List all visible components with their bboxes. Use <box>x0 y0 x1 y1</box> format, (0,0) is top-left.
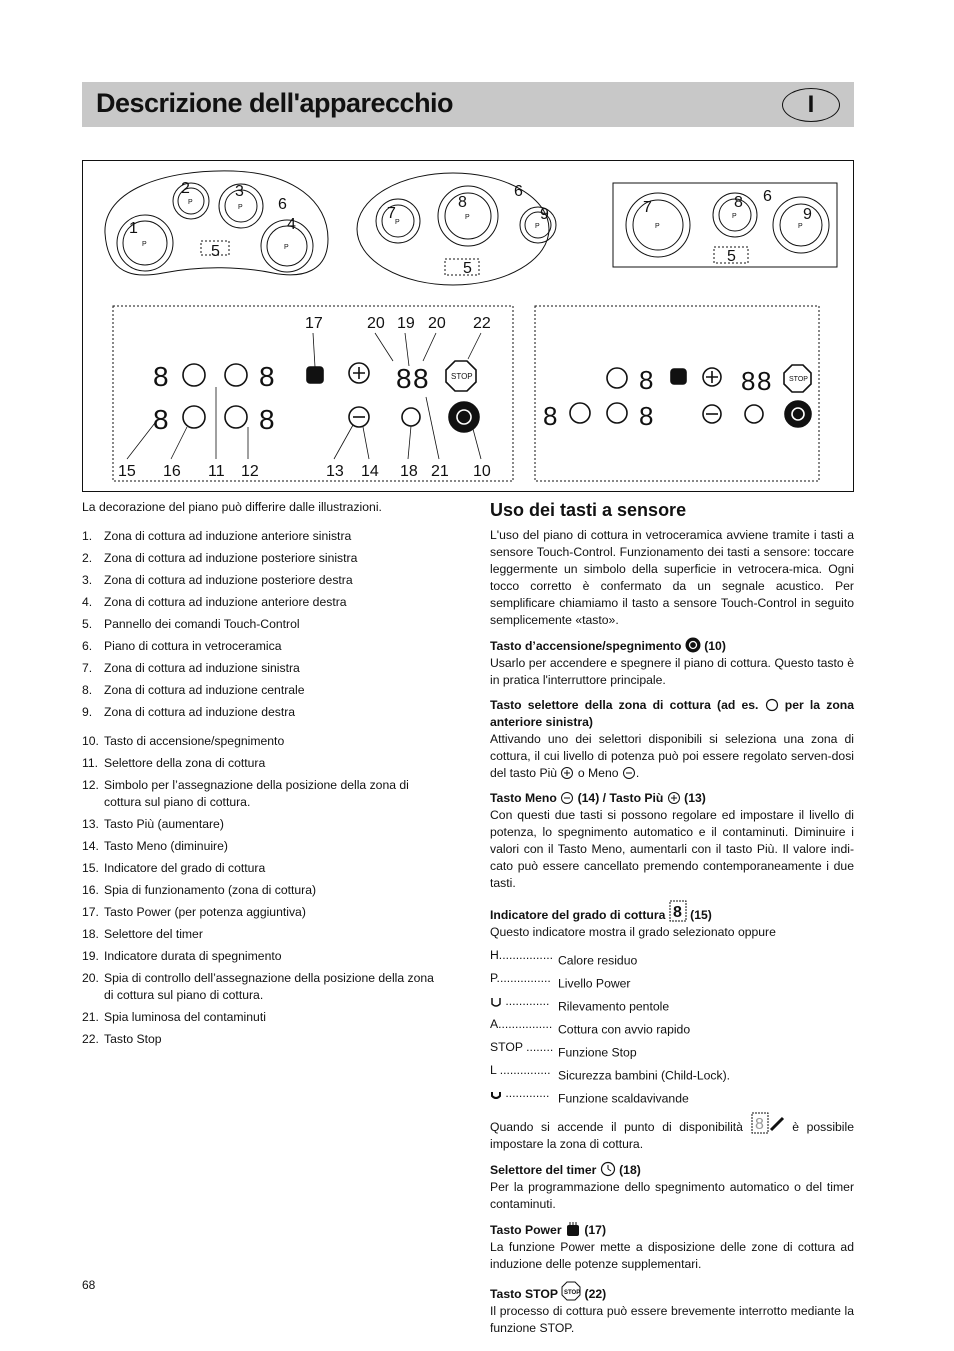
list-item: 3. Zona di cottura ad induzione posteriore destra <box>82 573 353 587</box>
label-9c: 9 <box>803 206 812 223</box>
svg-text:8: 8 <box>639 401 654 431</box>
label-6c: 6 <box>763 188 772 205</box>
power-boost-icon <box>565 1221 581 1237</box>
list-item: 15. Indicatore del grado di cottura <box>82 861 266 875</box>
page-number: 68 <box>82 1278 96 1292</box>
indicator-heading: Indicatore del grado di cottura 8 (15) <box>490 900 854 924</box>
hob-diagram-svg <box>83 161 855 493</box>
svg-text:8: 8 <box>396 363 412 394</box>
svg-text:8: 8 <box>754 1116 764 1133</box>
list-item: 19. Indicatore durata di spegnimento <box>82 949 282 963</box>
svg-text:8: 8 <box>672 904 682 921</box>
svg-text:8: 8 <box>757 366 772 396</box>
list-item: 12. Simbolo per l’assegnazione della posizione della zona di cottura sul piano di cottura. <box>82 778 409 809</box>
list-item: 5. Pannello dei comandi Touch-Control <box>82 617 300 631</box>
label-5c: 5 <box>727 248 736 265</box>
svg-text:8: 8 <box>741 366 756 396</box>
sensor-keys-column <box>490 500 854 1337</box>
list-item: 9. Zona di cottura ad induzione destra <box>82 705 296 719</box>
list-item: 7. Zona di cottura ad induzione sinistra <box>82 661 300 675</box>
list-item: 21. Spia luminosa del contaminuti <box>82 1010 266 1024</box>
power-icon <box>685 637 701 653</box>
list-item: ............. Rilevamento pentole <box>490 993 854 1016</box>
timer-heading: Selettore del timer (18) <box>490 1163 641 1177</box>
svg-text:16: 16 <box>163 463 181 480</box>
plus-minus-heading: Tasto Meno (14) / Tasto Più (13) <box>490 791 706 805</box>
timer-icon <box>600 1161 616 1177</box>
svg-text:17: 17 <box>305 315 323 332</box>
control-panel-small-icons <box>543 365 811 431</box>
pan-detect-icon <box>490 996 502 1008</box>
plus-icon <box>560 766 574 780</box>
svg-text:P: P <box>655 223 660 230</box>
list-item: ............. Funzione scaldavivande <box>490 1085 854 1108</box>
section-title: Uso dei tasti a sensore <box>490 500 687 520</box>
hob-rect-labels <box>643 188 812 265</box>
hob-diagram <box>82 160 854 492</box>
minus-icon <box>622 766 636 780</box>
list-item: L ............... Sicurezza bambini (Child-Lock). <box>490 1063 731 1083</box>
power-heading: Tasto Power (17) <box>490 1223 607 1237</box>
keep-warm-icon <box>490 1088 502 1100</box>
svg-text:P: P <box>395 219 400 226</box>
svg-text:8: 8 <box>259 361 275 392</box>
list-item: 4. Zona di cottura ad induzione anteriore destra <box>82 595 347 609</box>
ready-text: Quando si accende il punto di disponibilità 8 è possibile impostare la zona di cottura. <box>490 1112 854 1153</box>
svg-text:P: P <box>142 241 147 248</box>
component-legend <box>82 528 446 1048</box>
plus-icon <box>667 791 681 805</box>
stop-icon <box>561 1281 581 1301</box>
svg-text:15: 15 <box>118 463 136 480</box>
svg-text:12: 12 <box>241 463 259 480</box>
list-item: 17. Tasto Power (per potenza aggiuntiva) <box>82 905 306 919</box>
svg-text:13: 13 <box>326 463 344 480</box>
svg-text:22: 22 <box>473 315 491 332</box>
timer-text: Per la programmazione dello spegnimento automatico o del timer contaminuti. <box>490 1180 854 1211</box>
label-5b: 5 <box>463 260 472 277</box>
intro-paragraph: L'uso del piano di cottura in vetroceramica avviene tramite i tasti a sensore Touch-Control. Funzionamento dei tasti a sensore: toccare leggermente un simbolo della superficie in vetrocera-mica. Ogni tocco corretto è confermato da un segnale acustico. Per semplificare chiamiamo il tasto a sensore Touch-Control in seguito semplicemente «tasto». <box>490 528 854 627</box>
page-header <box>82 82 854 127</box>
svg-text:8: 8 <box>153 361 169 392</box>
ready-dot-icon <box>751 1112 785 1134</box>
label-1: 1 <box>129 220 138 237</box>
svg-text:20: 20 <box>367 315 385 332</box>
svg-text:P: P <box>535 223 540 230</box>
svg-text:STOP: STOP <box>451 372 473 381</box>
svg-text:8: 8 <box>413 363 429 394</box>
svg-text:14: 14 <box>361 463 379 480</box>
label-2: 2 <box>181 180 190 197</box>
svg-text:21: 21 <box>431 463 449 480</box>
legend-column <box>82 500 446 1053</box>
stop-heading: Tasto STOP STOP (22) <box>490 1281 854 1303</box>
list-item: 20. Spia di controllo dell’assegnazione della posizione della zona di cottura sul piano di cottura. <box>82 971 434 1002</box>
svg-text:19: 19 <box>397 315 415 332</box>
power-text: La funzione Power mette a disposizione delle zone di cottura ad induzione delle potenze supplementari. <box>490 1240 854 1271</box>
list-item: 10. Tasto di accensione/spegnimento <box>82 734 285 748</box>
svg-text:STOP: STOP <box>789 376 808 383</box>
svg-text:P: P <box>188 199 193 206</box>
on-off-heading: Tasto d’accensione/spegnimento (10) <box>490 639 726 653</box>
indicator-text: Questo indicatore mostra il grado selezionato oppure <box>490 925 776 939</box>
zone-selector-icon <box>765 698 779 712</box>
svg-text:11: 11 <box>208 463 225 480</box>
minus-icon <box>560 791 574 805</box>
label-8: 8 <box>458 194 467 211</box>
page-title: Descrizione dell'apparecchio <box>96 88 454 118</box>
list-item: 13. Tasto Più (aumentare) <box>82 817 224 831</box>
list-item: 18. Selettore del timer <box>82 927 203 941</box>
list-item: 16. Spia di funzionamento (zona di cottura) <box>82 883 317 897</box>
on-off-text: Usarlo per accendere e spegnere il piano di cottura. Questo tasto è in pratica l'interruttore principale. <box>490 656 854 687</box>
svg-text:20: 20 <box>428 315 446 332</box>
stop-text: Il processo di cottura può essere brevemente interrotto mediante la funzione STOP. <box>490 1304 854 1335</box>
panel-bottom-labels <box>118 463 491 480</box>
label-9: 9 <box>540 206 549 223</box>
svg-text:8: 8 <box>153 404 169 435</box>
list-item: P................ Livello Power <box>490 971 631 991</box>
list-item: 8. Zona di cottura ad induzione centrale <box>82 683 305 697</box>
label-7: 7 <box>387 205 396 222</box>
list-item: 22. Tasto Stop <box>82 1032 162 1046</box>
svg-text:P: P <box>284 244 289 251</box>
list-item: A................ Cottura con avvio rapido <box>490 1017 691 1037</box>
control-panel-small <box>535 306 819 481</box>
control-panel-large-icons <box>153 361 479 435</box>
digit-display-icon <box>669 900 687 922</box>
label-6b: 6 <box>514 183 523 200</box>
svg-text:8: 8 <box>259 404 275 435</box>
label-6: 6 <box>278 196 287 213</box>
intro-note: La decorazione del piano può differire dalle illustrazioni. <box>82 500 382 514</box>
hob-kidney-labels <box>129 180 296 260</box>
plus-minus-text: Con questi due tasti si possono regolare ed impostare il livello di potenza, lo spegnimento automatico e il contaminuti. Diminuire i valori con il Tasto Meno, aumentarli con il tasto Più. Il valore indi-cato può essere cancellato premendo contemporaneamente i due tasti. <box>490 808 854 890</box>
leader-lines <box>127 333 481 459</box>
svg-text:P: P <box>732 213 737 220</box>
list-item: 2. Zona di cottura ad induzione posteriore sinistra <box>82 551 358 565</box>
label-4: 4 <box>287 216 296 233</box>
list-item: H................ Calore residuo <box>490 948 638 968</box>
display-codes <box>490 947 854 1108</box>
svg-text:18: 18 <box>400 463 418 480</box>
label-7c: 7 <box>643 199 652 216</box>
selector-text: Attivando uno dei selettori disponibili si seleziona una zona di cottura, il cui livello di potenza può poi essere regolato serven-dosi del tasto Più o Meno . <box>490 732 854 780</box>
list-item: 6. Piano di cottura in vetroceramica <box>82 639 282 653</box>
language-badge: I <box>782 88 840 122</box>
label-5: 5 <box>211 243 220 260</box>
svg-text:P: P <box>465 214 470 221</box>
label-3: 3 <box>235 183 244 200</box>
svg-text:8: 8 <box>639 365 654 395</box>
svg-text:P: P <box>238 204 243 211</box>
svg-text:P: P <box>798 223 803 230</box>
panel-top-labels <box>305 315 491 332</box>
list-item: 1. Zona di cottura ad induzione anteriore sinistra <box>82 529 352 543</box>
list-item: STOP ........ Funzione Stop <box>490 1040 637 1060</box>
svg-text:10: 10 <box>473 463 491 480</box>
svg-text:8: 8 <box>543 401 558 431</box>
list-item: 14. Tasto Meno (diminuire) <box>82 839 228 853</box>
selector-heading: Tasto selettore della zona di cottura (ad es. per la zona anteriore sinistra) <box>490 698 854 729</box>
list-item: 11. Selettore della zona di cottura <box>82 756 266 770</box>
label-8c: 8 <box>734 194 743 211</box>
svg-text:STOP: STOP <box>564 1290 581 1296</box>
